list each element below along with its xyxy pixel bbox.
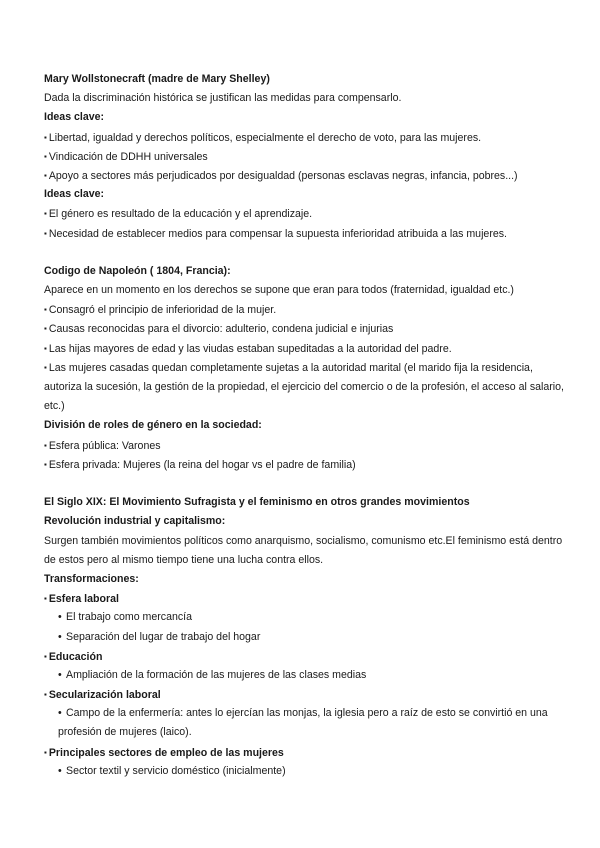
group-title: ▪ Educación bbox=[44, 647, 564, 666]
bullet-dot-icon: • bbox=[58, 611, 62, 624]
group-title: ▪ Principales sectores de empleo de las mujeres bbox=[44, 743, 564, 762]
bullet-dot-icon: • bbox=[58, 707, 62, 720]
bullet-dot-icon: • bbox=[58, 668, 62, 681]
sub-item-text: Campo de la enfermería: antes lo ejercían las monjas, la iglesia pero a raíz de esto se convirtió en una profesión de mujeres (laico). bbox=[58, 707, 548, 739]
transformations-heading: Transformaciones: bbox=[44, 572, 139, 585]
ideas-heading: Ideas clave: bbox=[44, 111, 105, 124]
subheading: Revolución industrial y capitalismo: bbox=[44, 515, 226, 528]
list-item: ▪ Apoyo a sectores más perjudicados por desigualdad (personas esclavas negras, infancia, pobres...) bbox=[44, 166, 564, 185]
group-title: ▪ Secularización laboral bbox=[44, 685, 564, 704]
group-title: ▪ Esfera laboral bbox=[44, 589, 564, 608]
sub-item-text: Separación del lugar de trabajo del hogar bbox=[66, 630, 261, 643]
list-item: ▪ Las hijas mayores de edad y las viudas estaban supeditadas a la autoridad del padre. bbox=[44, 339, 564, 358]
roles-heading: División de roles de género en la sociedad: bbox=[44, 419, 262, 432]
list-item: ▪ Esfera pública: Varones bbox=[44, 436, 564, 455]
list-item: ▪ Las mujeres casadas quedan completamente sujetas a la autoridad marital (el marido fija la residencia, autoriza la sucesión, la gestión de la propiedad, el ejercicio del comercio o de la profesión, el acceso al salario, etc.) bbox=[44, 358, 564, 417]
heading-napoleon: Codigo de Napoleón ( 1804, Francia): bbox=[44, 264, 231, 277]
paragraph: Surgen también movimientos políticos como anarquismo, socialismo, comunismo etc.El feminismo está dentro de estos pero al mismo tiempo tiene una lucha contra ellos. bbox=[44, 534, 563, 566]
sub-item-text: Ampliación de la formación de las mujeres de las clases medias bbox=[66, 668, 367, 681]
paragraph: Aparece en un momento en los derechos se supone que eran para todos (fraternidad, igualdad etc.) bbox=[44, 284, 514, 297]
bullet-dot-icon: • bbox=[58, 764, 62, 777]
sub-item-text: El trabajo como mercancía bbox=[66, 611, 193, 624]
list-item: ▪ El género es resultado de la educación y el aprendizaje. bbox=[44, 204, 564, 223]
list-item: ▪ Necesidad de establecer medios para compensar la supuesta inferioridad atribuida a las mujeres. bbox=[44, 224, 564, 243]
list-item: ▪ Esfera privada: Mujeres (la reina del hogar vs el padre de familia) bbox=[44, 455, 564, 474]
bullet-dot-icon: • bbox=[58, 630, 62, 643]
paragraph: Dada la discriminación histórica se justifican las medidas para compensarlo. bbox=[44, 92, 402, 105]
ideas-heading: Ideas clave: bbox=[44, 188, 105, 201]
sub-item bbox=[44, 666, 564, 685]
list-item: ▪ Vindicación de DDHH universales bbox=[44, 147, 564, 166]
heading-siglo-xix: El Siglo XIX: El Movimiento Sufragista y el feminismo en otros grandes movimientos bbox=[44, 496, 470, 509]
sub-item-text: Sector textil y servicio doméstico (inicialmente) bbox=[66, 764, 286, 777]
document-body bbox=[44, 70, 564, 781]
list-item: ▪ Libertad, igualdad y derechos políticos, especialmente el derecho de voto, para las mujeres. bbox=[44, 128, 564, 147]
sub-item bbox=[44, 628, 564, 647]
heading-wollstonecraft: Mary Wollstonecraft (madre de Mary Shelley) bbox=[44, 73, 270, 85]
sub-item bbox=[44, 608, 564, 627]
list-item: ▪ Causas reconocidas para el divorcio: adulterio, condena judicial e injurias bbox=[44, 319, 564, 338]
list-item: ▪ Consagró el principio de inferioridad de la mujer. bbox=[44, 300, 564, 319]
sub-item bbox=[44, 704, 564, 742]
sub-item bbox=[44, 762, 564, 781]
